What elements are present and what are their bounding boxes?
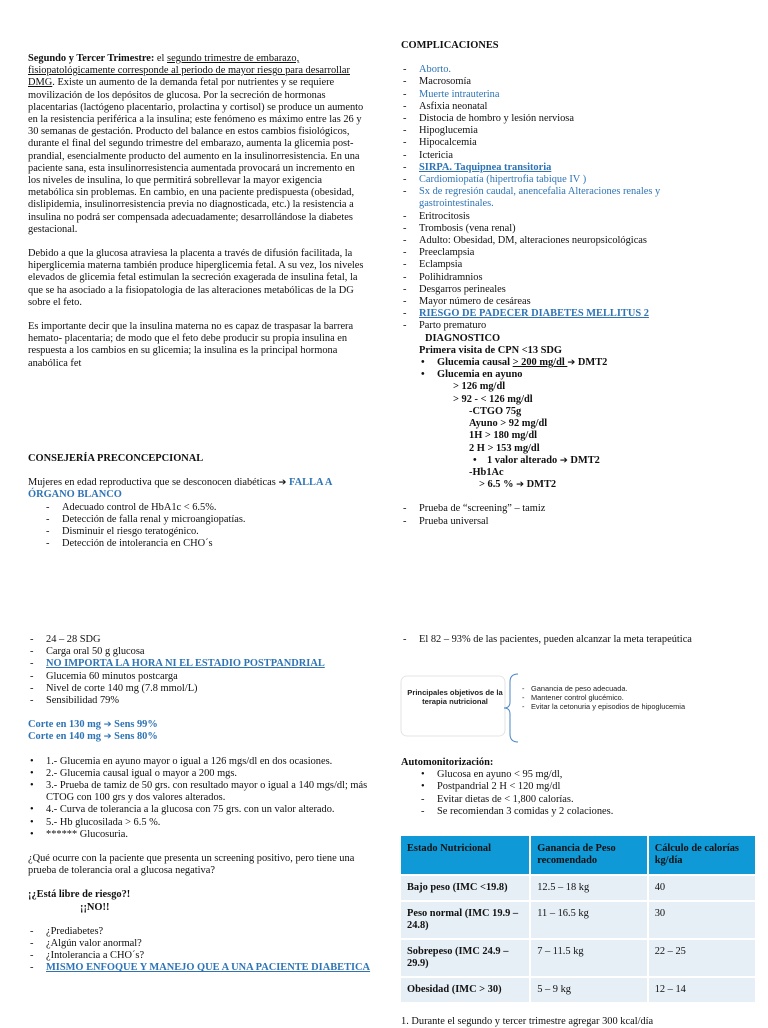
list-item: - Mayor número de cesáreas [403, 296, 531, 308]
trimester-underlined: segundo trimestre de embarazo, fisiopatológicamente corresponde al periodo de mayor riesgo para desarrollar DMG [28, 53, 350, 89]
diagnostico-first-visit: Primera visita de CPN <13 SDG [419, 344, 562, 356]
list-item: - ¿Intolerancia a CHO´s? [30, 950, 145, 962]
criteria-list [28, 756, 373, 841]
consejeria-section [28, 453, 368, 550]
list-item: - Hipocalcemia [403, 137, 477, 149]
list-item: - Nivel de corte 140 mg (7.8 mmol/L) [30, 682, 198, 694]
arrow-right-icon: ➔ [567, 357, 576, 369]
corte-140: Corte en 140 mg ➔ Sens 80% [28, 731, 158, 743]
question-text: ¿Qué ocurre con la paciente que presenta un screening positivo, pero tiene una prueba de tolerancia oral a glucosa negativa? [28, 853, 355, 877]
left-bottom-column [28, 634, 373, 975]
list-item: - Cardiomiopatía (hipertrofia tabique IV ) [403, 174, 587, 186]
list-item: - Preeclampsia [403, 247, 475, 259]
trimester-rest: . Existe un aumento de la demanda fetal por nutrientes y se requiere movilización de los depósitos de glucosa. Por la secreción de hormonas placentarias (lactógeno placentario, prolactina y cortisol) se produce un aumento en la resistencia periférica a la insulina; este fenómeno es máximo entre las 26 y 30 semanas de gestación. Producto del balance en estos cambios fisiológicos, durante el final del segundo trimestre del embarazo, aumenta la glicemia post-prandial, esencialmente producto del aumento en la insulinorresistencia. En una paciente sana, esta insulinorresistencia aumentada provocará un incremento en los niveles de insulina, lo que permitirá sobrellevar la mayor exigencia metabólica sin problemas. En cambio, en una paciente predispuesta (obesidad, dislipidemia, insulinorresistencia previa no diagnosticada, etc.) la resistencia a insulina no podrá ser compensada adecuadamente; desarrollándose la diabetes gestacional. [28, 77, 364, 235]
automonitoring-list [419, 769, 741, 818]
list-item: - Evitar dietas de < 1,800 calorías. [421, 793, 574, 805]
tamiz-list [28, 634, 373, 707]
screening-list [401, 503, 701, 527]
list-item: - Sx de regresión caudal, anencefalia Alteraciones renales y gastrointestinales. [403, 186, 661, 210]
list-item: - Detección de intolerancia en CHO´s [46, 538, 213, 550]
list-item: • Postpandrial 2 H < 120 mg/dl [421, 781, 561, 793]
free-risk-question: ¡¿Está libre de riesgo?! [28, 889, 131, 901]
list-item: • 4.- Curva de tolerancia a la glucosa con 75 grs. con un valor alterado. [30, 804, 335, 816]
trimester-lead: Segundo y Tercer Trimestre: [28, 53, 155, 64]
table-header-cell: Ganancia de Peso recomendado [530, 835, 647, 875]
list-item: - Asfixia neonatal [403, 100, 488, 112]
list-item: - SIRPA. Taquipnea transitoria [403, 161, 552, 173]
consejeria-list [44, 502, 368, 551]
list-item: • ****** Glucosuria. [30, 828, 128, 840]
footnote [401, 1016, 741, 1028]
list-item: - Hipoglucemia [403, 125, 478, 137]
list-item: - Macrosomía [403, 76, 471, 88]
insulin-paragraph: Es importante decir que la insulina materna no es capaz de traspasar la barrera hemato- placentaria; de modo que el feto debe producir su propia insulina en respuesta a los cambios en su glicemia; la insulina es la principal hormona anabólica fet [28, 321, 354, 369]
table-row: Peso normal (IMC 19.9 – 24.8) 11 – 16.5 kg 30 [400, 901, 756, 939]
table-header-cell: Estado Nutricional [400, 835, 530, 875]
list-item: - Prueba universal [403, 515, 489, 527]
list-item: - Carga oral 50 g glucosa [30, 646, 145, 658]
meta-list [401, 634, 741, 646]
list-item: - Eclampsia [403, 259, 463, 271]
list-item: - Muerte intrauterina [403, 88, 500, 100]
complicaciones-list [401, 64, 701, 332]
list-item: - Sensibilidad 79% [30, 695, 120, 707]
list-item: - Eritrocitosis [403, 210, 470, 222]
complicaciones-title: COMPLICACIONES [401, 40, 499, 51]
list-item: - MISMO ENFOQUE Y MANEJO QUE A UNA PACIENTE DIABETICA [30, 962, 371, 974]
list-item: - Prueba de “screening” – tamiz [403, 503, 546, 515]
arrow-right-icon: ➔ [559, 454, 568, 466]
nutrition-table-wrap [399, 834, 757, 1004]
consejeria-intro-text: Mujeres en edad reproductiva que se desconocen diabéticas [28, 477, 279, 489]
table-header-row [400, 835, 756, 875]
left-top-column [28, 53, 368, 370]
list-item: - El 82 – 93% de las pacientes, pueden alcanzar la meta terapeútica [403, 634, 692, 645]
right-bottom-column [401, 634, 741, 646]
list-item: - Aborto. [403, 64, 452, 76]
diagnostico-title: DIAGNOSTICO [425, 332, 501, 344]
list-item: - Trombosis (vena renal) [403, 222, 516, 234]
list-item: - Adecuado control de HbA1c < 6.5%. [46, 501, 217, 513]
list-item: - Polihidramnios [403, 271, 483, 283]
no-answer: ¡¡NO!! [80, 901, 110, 913]
list-item: • Glucosa en ayuno < 95 mg/dl, [421, 769, 563, 781]
list-item: - Desgarros perineales [403, 283, 506, 295]
consejeria-title: CONSEJERÍA PRECONCEPCIONAL [28, 453, 204, 464]
list-item: - RIESGO DE PADECER DIABETES MELLITUS 2 [403, 308, 649, 320]
list-item: - NO IMPORTA LA HORA NI EL ESTADIO POSTPANDRIAL [30, 658, 325, 670]
table-header-cell: Cálculo de calorías kg/día [648, 835, 756, 875]
list-item: • 3.- Prueba de tamiz de 50 grs. con resultado mayor o igual a 140 mgs/dl; más CTOG con 100 grs y dos valores alterados. [30, 780, 368, 804]
diagnostico-bullet-1: • Glucemia causal > 200 mg/dl ➔ DMT2 [421, 357, 608, 369]
table-row: Sobrepeso (IMC 24.9 – 29.9) 7 – 11.5 kg 22 – 25 [400, 939, 756, 977]
automonitoring-section [401, 757, 741, 818]
list-item: - Evitar la cetonuria y episodios de hipoglucemia [522, 702, 686, 712]
corte-130: Corte en 130 mg ➔ Sens 99% [28, 719, 158, 731]
arrow-right-icon: ➔ [516, 479, 525, 491]
list-item: - ¿Algún valor anormal? [30, 938, 142, 950]
list-item: - Mantener control glucémico. [522, 693, 624, 703]
list-item: - Detección de falla renal y microangiopatías. [46, 513, 246, 525]
list-item: • 2.- Glucemia causal igual o mayor a 200 mgs. [30, 767, 238, 779]
list-item: - Ganancia de peso adecuada. [522, 684, 628, 693]
automonitoring-title: Automonitorización: [401, 757, 494, 768]
list-item: • 1.- Glucemia en ayuno mayor o igual a 126 mgs/dl en dos ocasiones. [30, 755, 333, 767]
table-row: Bajo peso (IMC <19.8) 12.5 – 18 kg 40 [400, 875, 756, 901]
trimester-text-a: el [154, 53, 168, 64]
diagram-label: Principales objetivos de la terapia nutricional [407, 688, 503, 706]
list-item: - Glucemia 60 minutos postcarga [30, 670, 178, 682]
followup-list [28, 926, 373, 975]
right-top-column [401, 40, 701, 528]
diagram-items [522, 684, 690, 712]
footnote-text: 1. Durante el segundo y tercer trimestre agregar 300 kcal/día [401, 1016, 654, 1027]
list-item: • 5.- Hb glucosilada > 6.5 %. [30, 816, 161, 828]
list-item: - Disminuir el riesgo teratogénico. [46, 526, 199, 538]
list-item: - 24 – 28 SDG [30, 634, 101, 645]
list-item: - Distocia de hombro y lesión nerviosa [403, 113, 574, 125]
list-item: - ¿Prediabetes? [30, 925, 104, 937]
list-item: - Se recomiendan 3 comidas y 2 colaciones. [421, 805, 614, 817]
placenta-paragraph: Debido a que la glucosa atraviesa la placenta a través de difusión facilitada, la hiperglicemia materna también produce hiperglicemia fetal. A su vez, los niveles elevados de glicemia fetal estimulan la secreción exagerada de insulina fetal, la que se ha asociado a la fisiopatologia de las alteraciones metabólicas de la DG sobre el feto. [28, 248, 364, 308]
arrow-right-icon: ➔ [103, 719, 112, 731]
nutrition-table [399, 834, 757, 1004]
list-item: - Adulto: Obesidad, DM, alteraciones neuropsicológicas [403, 235, 647, 247]
arrow-right-icon: ➔ [103, 731, 112, 743]
nutrition-goals-diagram [400, 668, 690, 748]
diagnostico-bullet-2: • Glucemia en ayuno [421, 369, 523, 381]
list-item: - Ictericia [403, 149, 454, 161]
trimester-paragraph [28, 53, 368, 236]
table-row: Obesidad (IMC > 30) 5 – 9 kg 12 – 14 [400, 977, 756, 1003]
diagnostico-criteria: > 126 mg/dl > 92 - < 126 mg/dl -CTGO 75g Ayuno > 92 mg/dl 1H > 180 mg/dl 2 H > 153 mg/dl • 1 valor alterado ➔ DMT2 -Hb1Ac > 6.5 % ➔ DMT2 [453, 381, 600, 491]
arrow-right-icon: ➔ [278, 477, 287, 489]
consejeria-intro [28, 477, 368, 501]
list-item: - Parto prematuro [403, 320, 487, 332]
consejeria-highlight: FALLA A ÓRGANO BLANCO [28, 477, 332, 501]
